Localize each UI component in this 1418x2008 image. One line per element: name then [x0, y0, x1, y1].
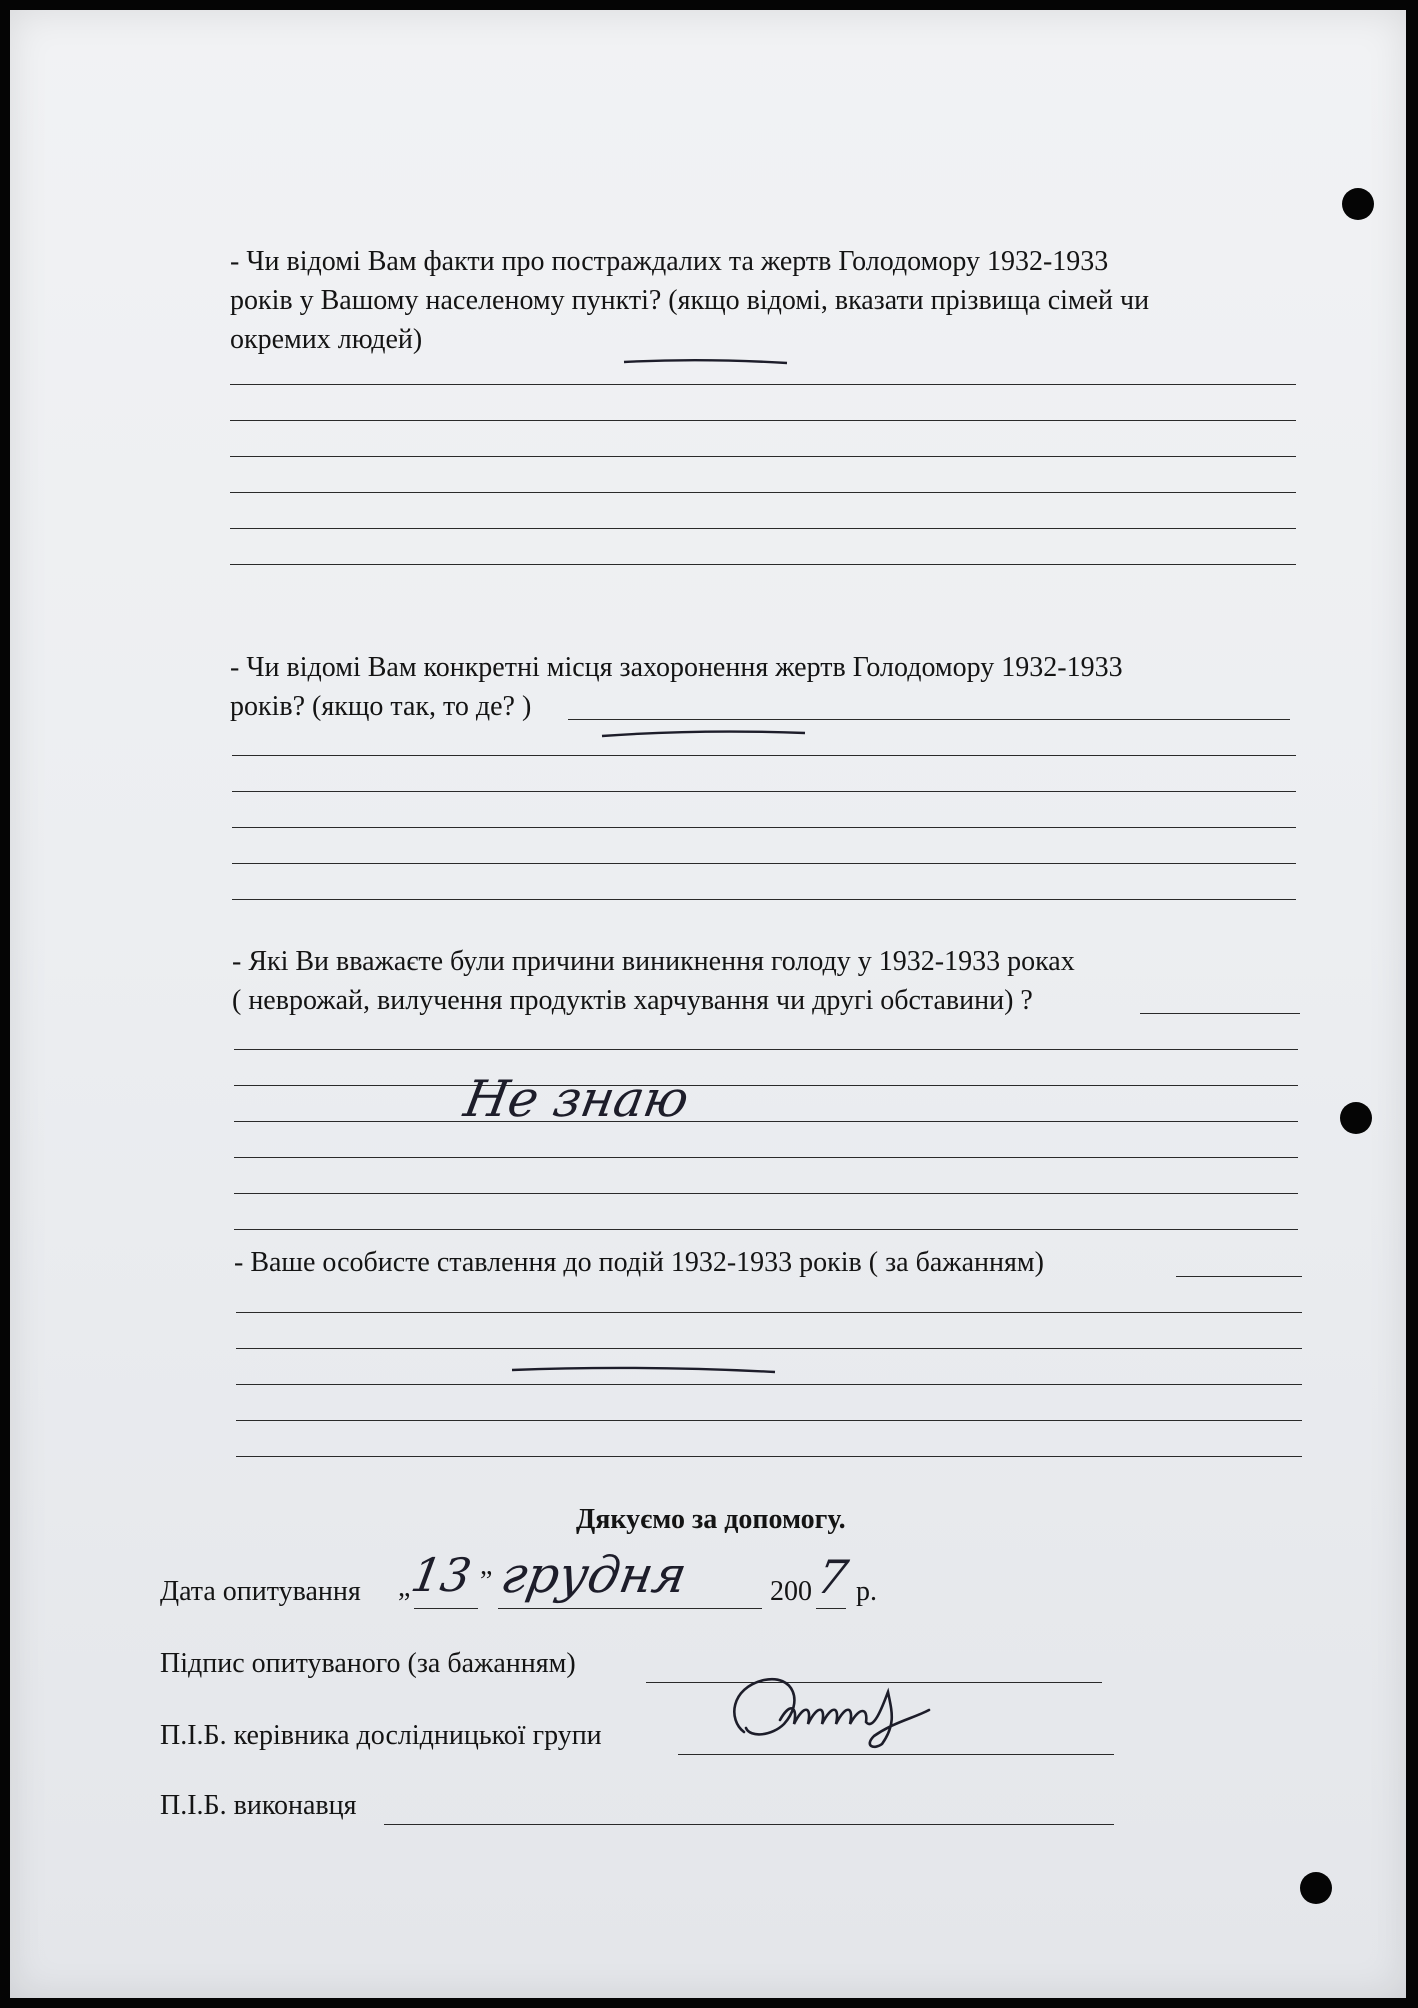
- answer-line: [1140, 1013, 1300, 1014]
- date-close-quote: ”: [480, 1566, 493, 1597]
- answer-line: [236, 1384, 1302, 1385]
- question-text-line: - Які Ви вважаєте були причини виникнення голоду у 1932-1933 роках: [232, 946, 1075, 977]
- binder-hole-top: [1342, 188, 1374, 220]
- answer-line: [234, 1229, 1298, 1230]
- thanks-heading: Дякуємо за допомогу.: [576, 1504, 846, 1535]
- question-text-line: - Чи відомі Вам факти про постраждалих та жертв Голодомору 1932-1933: [230, 246, 1109, 277]
- date-month-line: [498, 1608, 762, 1609]
- answer-line: [232, 863, 1296, 864]
- questionnaire-page: [10, 10, 1406, 1998]
- date-label: Дата опитування: [160, 1576, 361, 1607]
- respondent-signature-label: Підпис опитуваного (за бажанням): [160, 1648, 576, 1679]
- answer-line: [230, 456, 1296, 457]
- question-text-line: - Ваше особисте ставлення до подій 1932-1933 років ( за бажанням): [234, 1247, 1044, 1278]
- group-leader-signature: [724, 1662, 944, 1757]
- answer-line: [234, 1121, 1298, 1122]
- answer-line: [236, 1348, 1302, 1349]
- question-text-line: окремих людей): [230, 324, 423, 355]
- answer-line: [232, 899, 1296, 900]
- answer-line: [230, 492, 1296, 493]
- handwritten-dash: [600, 726, 810, 747]
- answer-line: [232, 791, 1296, 792]
- answer-line: [232, 755, 1296, 756]
- group-leader-label: П.І.Б. керівника дослідницької групи: [160, 1720, 602, 1751]
- answer-line: [234, 1049, 1298, 1050]
- answer-line: [232, 827, 1296, 828]
- date-month-handwritten: грудня: [496, 1546, 692, 1604]
- executor-line: [384, 1824, 1114, 1825]
- year-digit-line: [816, 1608, 846, 1609]
- answer-line: [234, 1157, 1298, 1158]
- year-suffix: р.: [856, 1576, 877, 1607]
- answer-line: [568, 719, 1290, 720]
- handwritten-answer: Не знаю: [459, 1070, 694, 1128]
- executor-label: П.І.Б. виконавця: [160, 1790, 357, 1821]
- date-day-handwritten: 13: [407, 1548, 476, 1602]
- answer-line: [230, 420, 1296, 421]
- question-text-line: ( неврожай, вилучення продуктів харчування чи другі обставини) ?: [232, 985, 1033, 1016]
- question-text-line: - Чи відомі Вам конкретні місця захоронення жертв Голодомору 1932-1933: [230, 652, 1123, 683]
- binder-hole-bottom: [1300, 1872, 1332, 1904]
- answer-line: [236, 1312, 1302, 1313]
- answer-line: [1176, 1276, 1302, 1277]
- year-digit-handwritten: 7: [813, 1550, 853, 1604]
- answer-line: [236, 1420, 1302, 1421]
- answer-line: [234, 1193, 1298, 1194]
- question-text-line: років у Вашому населеному пункті? (якщо відомі, вказати прізвища сімей чи: [230, 285, 1150, 316]
- handwritten-dash: [622, 354, 792, 375]
- answer-line: [234, 1085, 1298, 1086]
- binder-hole-middle: [1340, 1102, 1372, 1134]
- date-day-line: [414, 1608, 478, 1609]
- handwritten-dash: [510, 1362, 780, 1383]
- date-open-quote: „: [398, 1572, 411, 1603]
- question-text-line: років? (якщо так, то де? ): [230, 691, 532, 722]
- answer-line: [230, 564, 1296, 565]
- answer-line: [236, 1456, 1302, 1457]
- year-prefix: 200: [770, 1576, 812, 1607]
- answer-line: [230, 384, 1296, 385]
- answer-line: [230, 528, 1296, 529]
